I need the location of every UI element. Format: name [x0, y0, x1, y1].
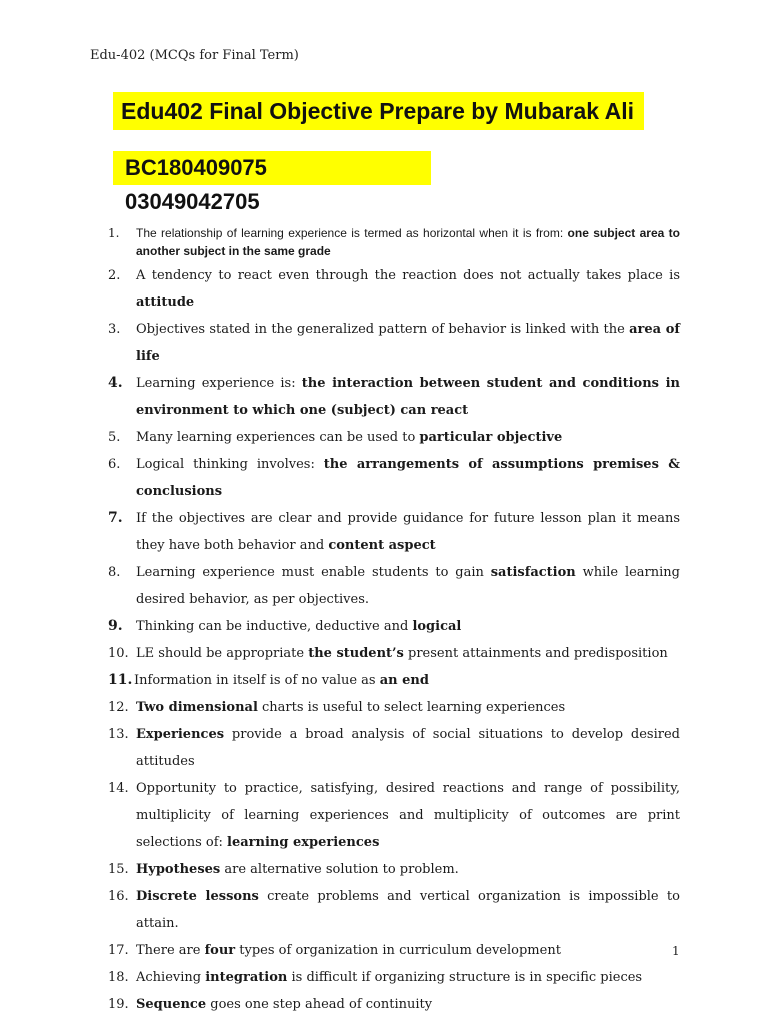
question-item: [108, 721, 680, 775]
question-answer: learning experiences: [227, 835, 380, 850]
question-text-tail: are alternative solution to problem.: [220, 862, 459, 877]
question-item: [108, 262, 680, 316]
question-number: 16.: [108, 889, 129, 904]
question-number: 9.: [108, 618, 123, 634]
question-text: Information in itself is of no value as: [134, 673, 380, 688]
question-number: 10.: [108, 646, 129, 661]
question-number: 17.: [108, 943, 129, 958]
question-item: [108, 505, 680, 559]
question-text-tail: goes one step ahead of continuity: [206, 997, 433, 1012]
question-answer: the interaction between student and conditions in environment to which one (subject) can react: [136, 376, 680, 418]
question-item: [108, 451, 680, 505]
question-item: [108, 856, 680, 883]
question-item: [108, 640, 680, 667]
question-text-tail: charts is useful to select learning experiences: [257, 700, 566, 715]
question-text: Objectives stated in the generalized pattern of behavior is linked with the: [136, 322, 630, 337]
student-id: BC180409075: [125, 155, 267, 180]
question-text-tail: types of organization in curriculum development: [235, 943, 561, 958]
question-answer: Discrete lessons: [136, 889, 259, 904]
question-list: [108, 224, 680, 1018]
question-answer: an end: [379, 673, 429, 688]
question-text: Achieving: [136, 970, 206, 985]
question-answer: integration: [205, 970, 288, 985]
question-number: 7.: [108, 510, 123, 526]
question-text: Logical thinking involves:: [136, 457, 324, 472]
question-item: [108, 694, 680, 721]
question-item: [108, 991, 680, 1018]
page-number: 1: [672, 944, 680, 958]
question-number: 1.: [108, 226, 120, 240]
question-answer: the arrangements of assumptions premises & conclusions: [136, 457, 680, 499]
question-answer: particular objective: [419, 430, 563, 445]
question-answer: logical: [412, 619, 462, 634]
question-number: 14.: [108, 781, 129, 796]
question-answer: content aspect: [328, 538, 436, 553]
question-number: 19.: [108, 997, 129, 1012]
question-item: [108, 613, 680, 640]
question-text: The relationship of learning experience is termed as horizontal when it is from:: [136, 226, 568, 240]
question-answer: Two dimensional: [136, 700, 258, 715]
question-answer: Hypotheses: [136, 862, 221, 877]
question-number: 12.: [108, 700, 129, 715]
question-answer: Experiences: [136, 727, 225, 742]
question-item: [108, 883, 680, 937]
question-text: Many learning experiences can be used to: [136, 430, 420, 445]
question-text: Thinking can be inductive, deductive and: [136, 619, 413, 634]
question-number: 18.: [108, 970, 129, 985]
question-answer: one subject area to another subject in the same grade: [136, 226, 680, 258]
question-answer: attitude: [136, 295, 195, 310]
question-text: Opportunity to practice, satisfying, desired reactions and range of possibility, multiplicity of learning experiences and multiplicity of outcomes are print selections of:: [136, 781, 680, 850]
question-answer: the student’s: [308, 646, 404, 661]
question-item: [108, 316, 680, 370]
question-text: Learning experience is:: [136, 376, 302, 391]
question-text-tail: provide a broad analysis of social situations to develop desired attitudes: [136, 727, 680, 769]
question-text-tail: is difficult if organizing structure is in specific pieces: [287, 970, 643, 985]
question-number: 2.: [108, 268, 121, 283]
phone-number: 03049042705: [125, 189, 260, 214]
question-text-tail: create problems and vertical organization is impossible to attain.: [136, 889, 680, 931]
question-number: 8.: [108, 565, 121, 580]
question-item: [108, 424, 680, 451]
question-item: [108, 964, 680, 991]
question-number: 15.: [108, 862, 129, 877]
question-text: A tendency to react even through the reaction does not actually takes place is: [136, 268, 680, 283]
question-number: 11.: [108, 672, 133, 688]
question-text-tail: present attainments and predisposition: [403, 646, 668, 661]
question-number: 3.: [108, 322, 121, 337]
question-answer: satisfaction: [490, 565, 576, 580]
question-answer: area of life: [136, 322, 680, 364]
author-id-line: [113, 151, 431, 214]
question-number: 4.: [108, 375, 123, 391]
question-item: [108, 224, 680, 260]
question-item: [108, 559, 680, 613]
question-number: 5.: [108, 430, 121, 445]
question-text: If the objectives are clear and provide guidance for future lesson plan it means they have both behavior and: [136, 511, 680, 553]
question-text-tail: while learning desired behavior, as per objectives.: [136, 565, 680, 607]
question-text: There are: [136, 943, 205, 958]
question-item: [108, 370, 680, 424]
question-item: [108, 667, 680, 694]
question-number: 13.: [108, 727, 129, 742]
question-answer: four: [204, 943, 236, 958]
document-title: Edu402 Final Objective Prepare by Mubarak Ali: [113, 92, 644, 130]
question-text: LE should be appropriate: [136, 646, 309, 661]
question-item: [108, 937, 680, 964]
question-answer: Sequence: [136, 997, 207, 1012]
page-header: Edu-402 (MCQs for Final Term): [90, 48, 299, 63]
question-number: 6.: [108, 457, 121, 472]
question-text: Learning experience must enable students to gain: [136, 565, 491, 580]
question-item: [108, 775, 680, 856]
